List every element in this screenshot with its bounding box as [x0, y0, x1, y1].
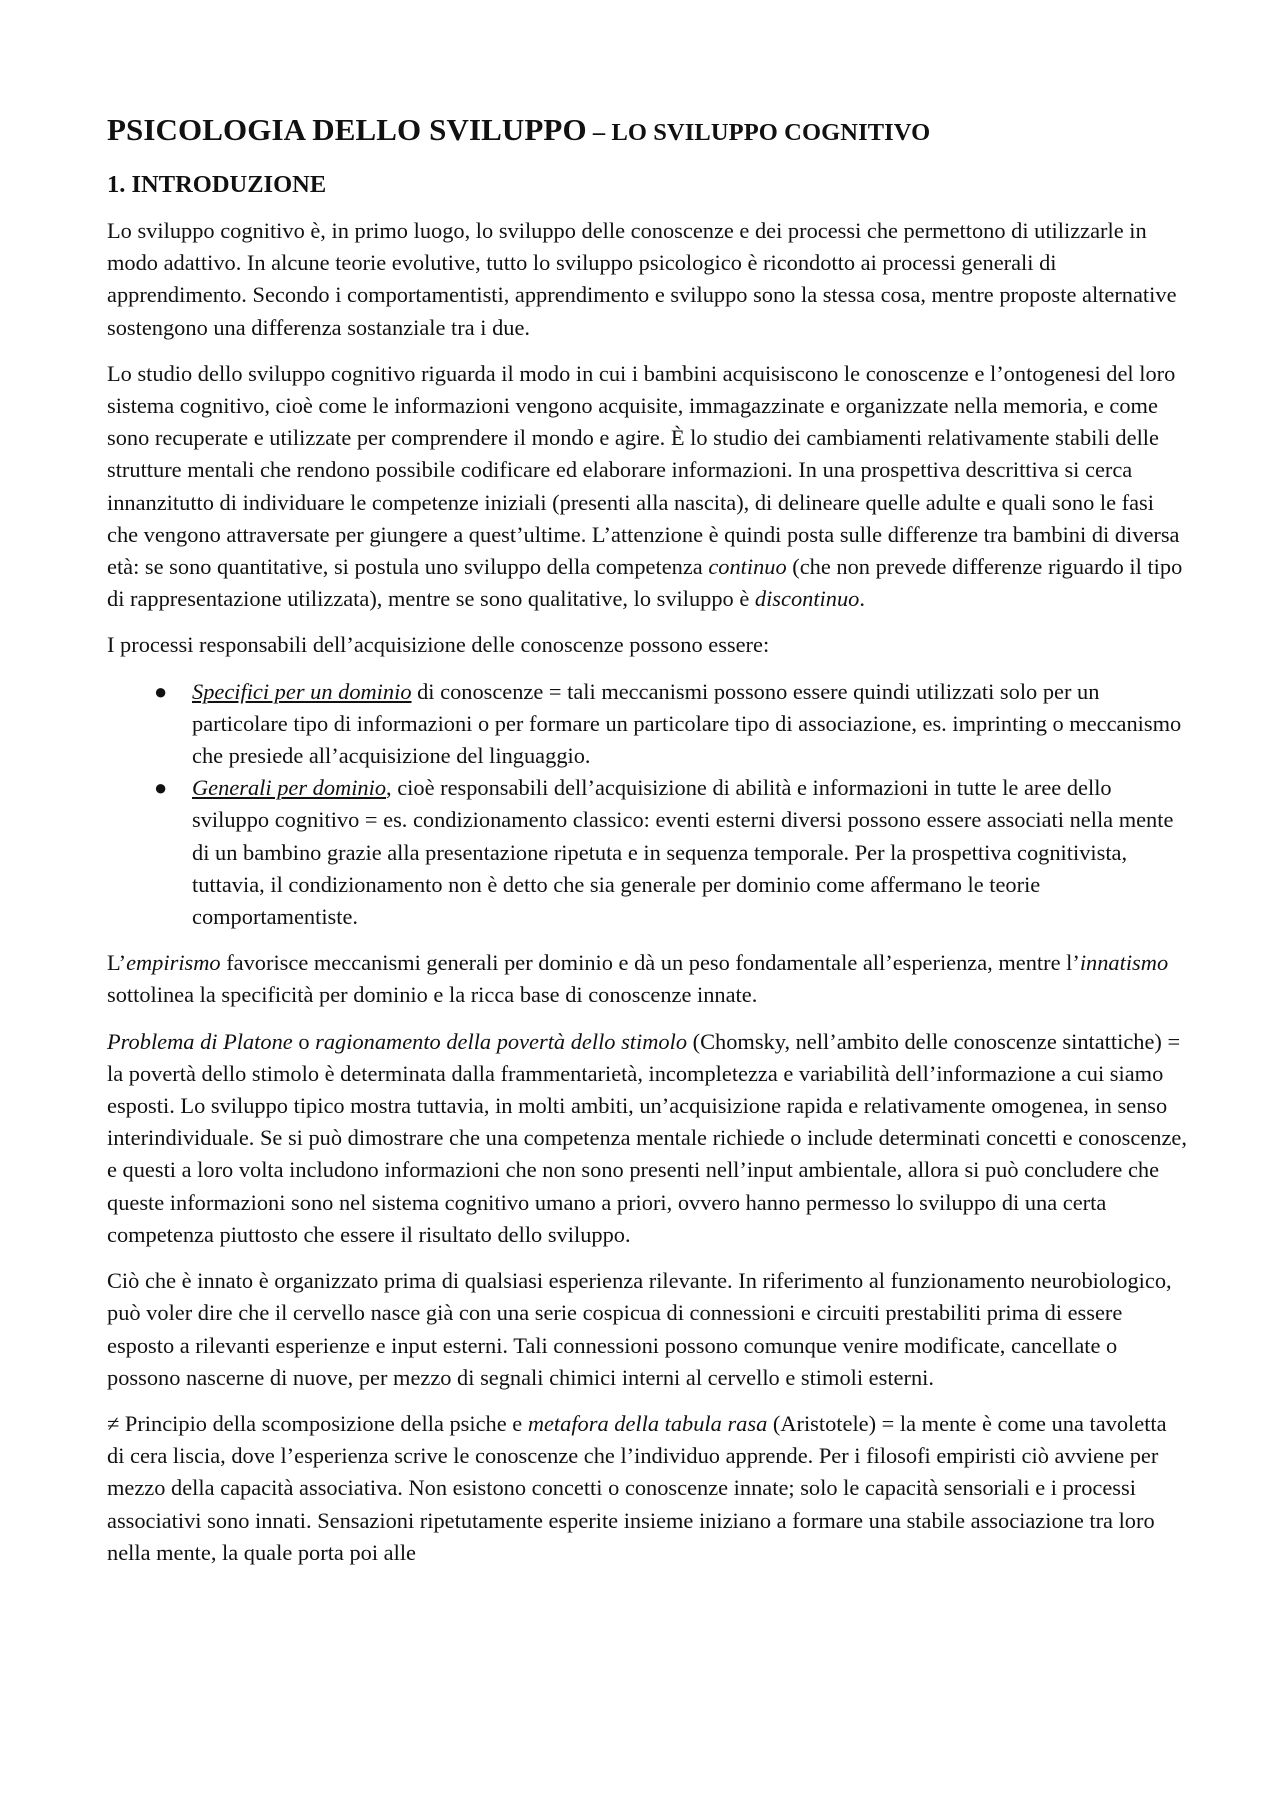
- paragraph-1: Lo sviluppo cognitivo è, in primo luogo, lo sviluppo delle conoscenze e dei processi che permettono di utilizzarle in modo adattivo. In alcune teorie evolutive, tutto lo sviluppo psicologico è ricondotto ai processi generali di apprendimento. Secondo i comportamentisti, apprendimento e sviluppo sono la stessa cosa, mentre proposte alternative sostengono una differenza sostanziale tra i due.: [107, 218, 1177, 340]
- bullet-list: [107, 676, 1189, 934]
- paragraph-4-text-c: sottolinea la specificità per dominio e la ricca base di conoscenze innate.: [107, 982, 758, 1008]
- paragraph-7: [107, 1408, 1189, 1569]
- term-tabula-rasa: metafora della tabula rasa: [527, 1410, 768, 1436]
- list-item-term: Generali per dominio: [192, 775, 387, 801]
- list-item-text: di conoscenze = tali meccanismi possono essere quindi utilizzati solo per un particolare tipo di informazioni o per formare un particolare tipo di associazione, es. imprinting o meccanismo che presiede all’acquisizione del linguaggio.: [192, 678, 1182, 769]
- document-body: [107, 108, 1189, 1583]
- paragraph-2-text-a: Lo studio dello sviluppo cognitivo riguarda il modo in cui i bambini acquisiscono le conoscenze e l’ontogenesi del loro sistema cognitivo, cioè come le informazioni vengono acquisite, immagazzinate e organizzate nella memoria, e come sono recuperate e utilizzate per comprendere il mondo e agire. È lo studio dei cambiamenti relativamente stabili delle strutture mentali che rendono possibile codificare ed elaborare informazioni. In una prospettiva descrittiva si cerca innanzitutto di individuare le competenze iniziali (presenti alla nascita), di delineare quelle adulte e quali sono le fasi che vengono attraversate per giungere a quest’ultime. L’attenzione è quindi posta sulle differenze tra bambini di diversa età: se sono quantitative, si postula uno sviluppo della competenza: [107, 360, 1180, 580]
- paragraph-2-text-c: .: [859, 586, 865, 612]
- paragraph-2-text-b: (che non prevede differenze riguardo il tipo di rappresentazione utilizzata), mentre se sono qualitative, lo sviluppo è: [107, 554, 1183, 612]
- page-title: [107, 108, 1189, 155]
- term-problema-di-platone: Problema di Platone: [107, 1028, 293, 1054]
- paragraph-2: [107, 358, 1189, 616]
- list-item-term: Specifici per un dominio: [192, 678, 412, 704]
- list-item: [154, 676, 1189, 773]
- paragraph-4-text-b: favorisce meccanismi generali per dominio e dà un peso fondamentale all’esperienza, mentre l’: [220, 950, 1080, 976]
- bullet-icon: ●: [154, 678, 168, 704]
- paragraph-7-text-b: (Aristotele) = la mente è come una tavoletta di cera liscia, dove l’esperienza scrive le conoscenze che l’individuo apprende. Per i filosofi empiristi ciò avviene per mezzo della capacità associativa. Non esistono concetti o conoscenze innate; solo le capacità sensoriali e i processi associativi sono innati. Sensazioni ripetutamente esperite insieme iniziano a formare una stabile associazione tra loro nella mente, la quale porta poi alle: [107, 1410, 1167, 1565]
- paragraph-3: I processi responsabili dell’acquisizione delle conoscenze possono essere:: [107, 632, 770, 658]
- title-main: PSICOLOGIA DELLO SVILUPPO: [107, 112, 587, 147]
- paragraph-4-text-a: L’: [107, 950, 127, 976]
- term-continuo: continuo: [708, 554, 787, 580]
- paragraph-6: Ciò che è innato è organizzato prima di qualsiasi esperienza rilevante. In riferimento al funzionamento neurobiologico, può voler dire che il cervello nasce già con una serie cospicua di connessioni e circuiti prestabiliti prima di essere esposto a rilevanti esperienze e input esterni. Tali connessioni possono comunque venire modificate, cancellate o possono nascerne di nuove, per mezzo di segnali chimici interni al cervello e stimoli esterni.: [107, 1268, 1172, 1390]
- bullet-icon: ●: [154, 775, 168, 801]
- paragraph-5-text-a: o: [292, 1028, 316, 1054]
- term-innatismo: innatismo: [1079, 950, 1169, 976]
- paragraph-5: [107, 1026, 1189, 1251]
- term-poverta-dello-stimolo: ragionamento della povertà dello stimolo: [315, 1028, 688, 1054]
- paragraph-7-text-a: ≠ Principio della scomposizione della psiche e: [107, 1410, 528, 1436]
- section-heading: 1. INTRODUZIONE: [107, 171, 327, 198]
- paragraph-4: [107, 947, 1189, 1011]
- title-subtitle: – LO SVILUPPO COGNITIVO: [586, 119, 931, 146]
- term-discontinuo: discontinuo: [754, 586, 860, 612]
- paragraph-5-text-b: (Chomsky, nell’ambito delle conoscenze sintattiche) = la povertà dello stimolo è determinata dalla frammentarietà, incompletezza e variabilità dell’informazione a cui siamo esposti. Lo sviluppo tipico mostra tuttavia, in molti ambiti, un’acquisizione rapida e relativamente omogenea, in senso interindividuale. Se si può dimostrare che una competenza mentale richiede o include determinati concetti e conoscenze, e questi a loro volta includono informazioni che non sono presenti nell’input ambientale, allora si può concludere che queste informazioni sono nel sistema cognitivo umano a priori, ovvero hanno permesso lo sviluppo di una certa competenza piuttosto che essere il risultato dello sviluppo.: [107, 1028, 1187, 1247]
- list-item-text: , cioè responsabili dell’acquisizione di abilità e informazioni in tutte le aree dello sviluppo cognitivo = es. condizionamento classico: eventi esterni diversi possono essere associati nella mente di un bambino grazie alla presentazione ripetuta e in sequenza temporale. Per la prospettiva cognitivista, tuttavia, il condizionamento non è detto che sia generale per dominio come affermano le teorie comportamentiste.: [192, 775, 1174, 930]
- list-item: [154, 772, 1189, 933]
- term-empirismo: empirismo: [126, 950, 221, 976]
